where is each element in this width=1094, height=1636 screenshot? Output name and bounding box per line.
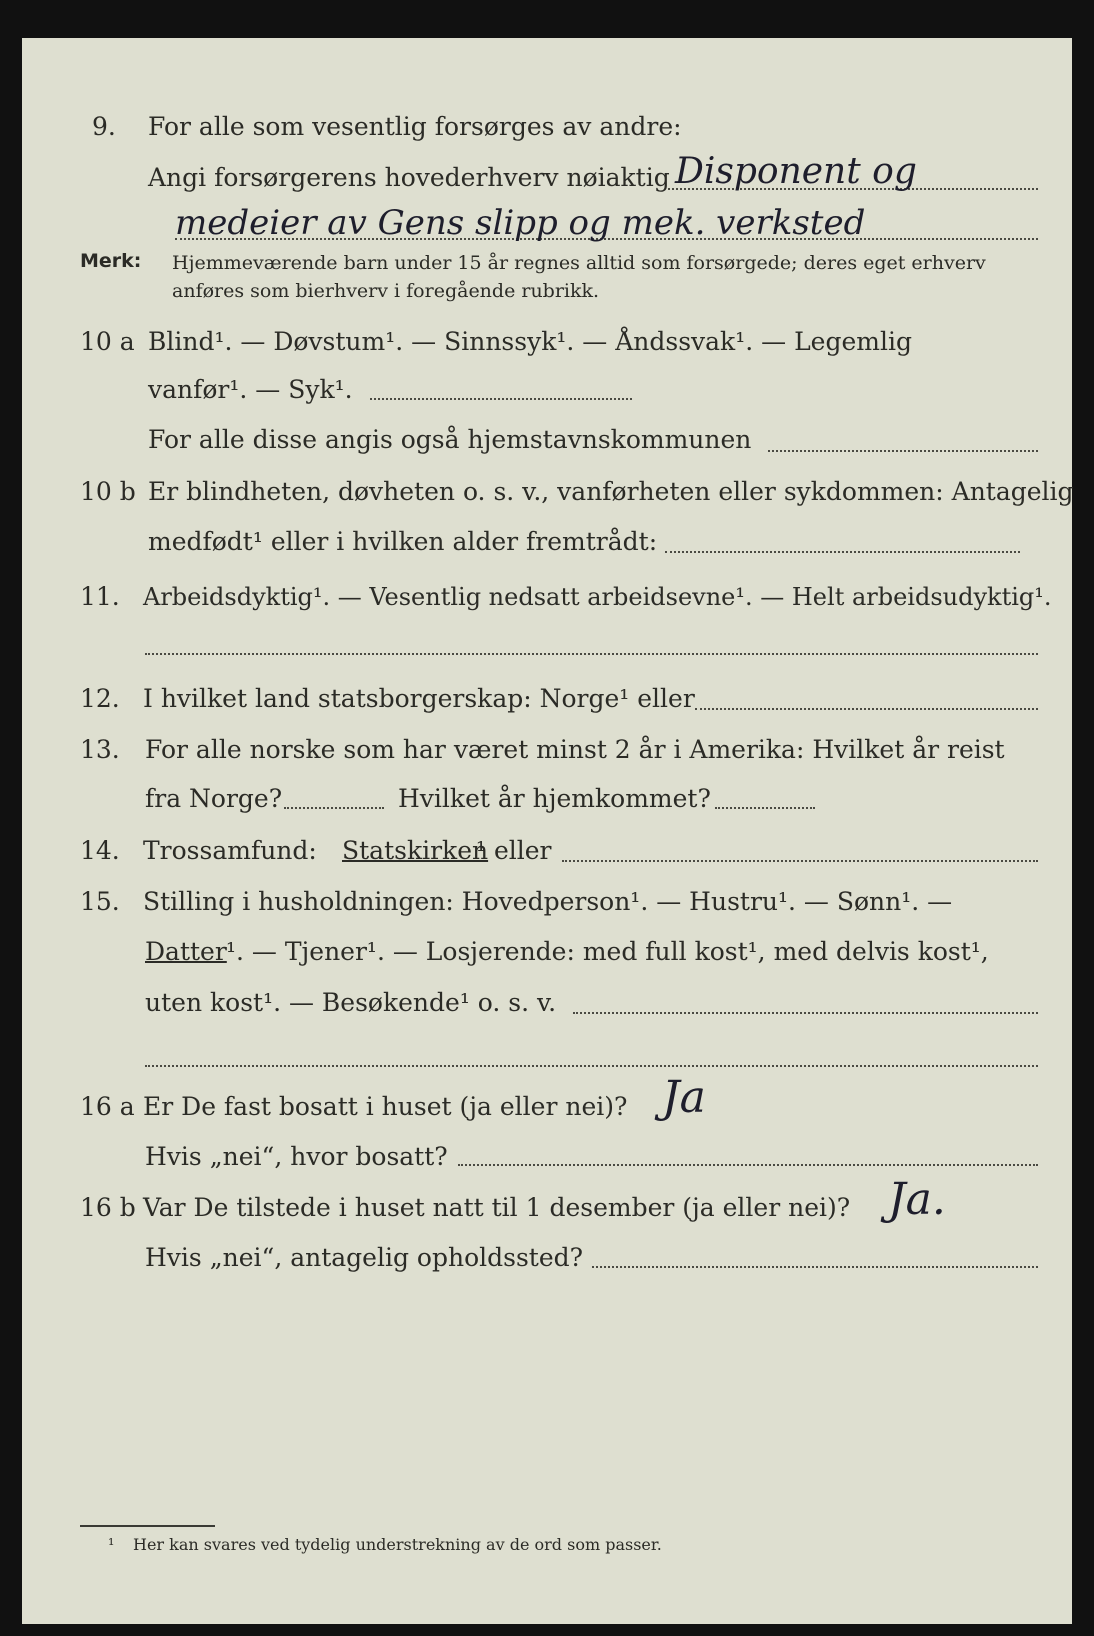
q9-number: 9. [92,112,116,141]
footnote-text: Her kan svares ved tydelig understrekning av de ord som passer. [133,1535,662,1554]
q14-suffix: ¹ eller [476,836,552,865]
q11-number: 11. [80,582,120,611]
merk-line1: Hjemmeværende barn under 15 år regnes alltid som forsørgede; deres eget erhverv [172,252,986,274]
q9-answer2-handwriting: medeier av Gens slipp og mek. verksted [175,203,866,243]
q10b-line1: Er blindheten, døvheten o. s. v., vanførheten eller sykdommen: Antagelig [148,477,1074,506]
q13-reist-answer-line [284,807,384,809]
q10a-line2: vanfør¹. — Syk¹. [148,375,353,404]
q14-statskirken-underlined: Statskirken [342,836,489,865]
q10a-line3: For alle disse angis også hjemstavnskommunen [148,425,752,454]
merk-line2: anføres som bierhverv i foregående rubrikk. [172,280,600,302]
q14-prefix: Trossamfund: [143,836,317,865]
q10a-kommune-answer-line [768,450,1038,452]
q16b-line1: Var De tilstede i huset natt til 1 desember (ja eller nei)? [143,1193,851,1222]
q10a-line1: Blind¹. — Døvstum¹. — Sinnssyk¹. — Åndssvak¹. — Legemlig [148,327,912,356]
q16a-answer-handwriting: Ja [662,1072,706,1123]
q10b-line2: medfødt¹ eller i hvilken alder fremtrådt: [148,527,658,556]
q10b-answer-line [665,551,1020,553]
q16a-number: 16 a [80,1092,135,1121]
q13-line2b: Hvilket år hjemkommet? [398,784,711,813]
q16b-opholdssted-answer-line [592,1266,1038,1268]
q13-hjemkommet-answer-line [715,807,815,809]
q13-line1: For alle norske som har været minst 2 år i Amerika: Hvilket år reist [145,735,1005,764]
q16b-line2: Hvis „nei“, antagelig opholdssted? [145,1243,584,1272]
q13-line2a: fra Norge? [145,784,283,813]
q12-answer-line [695,708,1038,710]
q16a-line2: Hvis „nei“, hvor bosatt? [145,1142,448,1171]
q16a-bosatt-answer-line [458,1164,1038,1166]
q15-line2-rest: ¹. — Tjener¹. — Losjerende: med full kost¹, med delvis kost¹, [226,937,989,966]
q15-number: 15. [80,887,120,916]
q16a-line1: Er De fast bosatt i huset (ja eller nei)? [143,1092,628,1121]
q10b-number: 10 b [80,477,136,506]
q11-line1: Arbeidsdyktig¹. — Vesentlig nedsatt arbeidsevne¹. — Helt arbeidsudyktig¹. [143,583,1052,611]
q15-answer-line1 [573,1012,1038,1014]
q9-line2: Angi forsørgerens hovederhverv nøiaktig [148,163,670,192]
q10a-number: 10 a [80,327,135,356]
q15-line1: Stilling i husholdningen: Hovedperson¹. — Hustru¹. — Sønn¹. — [143,887,953,916]
q15-datter-underlined: Datter [145,937,227,966]
q15-answer-line2 [145,1065,1038,1067]
footnote-mark: ¹ [108,1535,115,1554]
q9-line1: For alle som vesentlig forsørges av andre: [148,112,682,141]
q13-number: 13. [80,735,120,764]
q11-answer-line [145,653,1038,655]
q15-line3: uten kost¹. — Besøkende¹ o. s. v. [145,988,557,1017]
q14-number: 14. [80,836,120,865]
q16b-answer-handwriting: Ja. [888,1174,946,1225]
q9-answer1-handwriting: Disponent og [675,151,917,192]
q12-line1: I hvilket land statsborgerskap: Norge¹ eller [143,684,695,713]
footnote-rule [80,1525,215,1527]
merk-label: Merk: [80,250,142,272]
q16b-number: 16 b [80,1193,136,1222]
q10a-syk-answer-line [370,398,632,400]
q14-answer-line [562,860,1038,862]
q12-number: 12. [80,684,120,713]
